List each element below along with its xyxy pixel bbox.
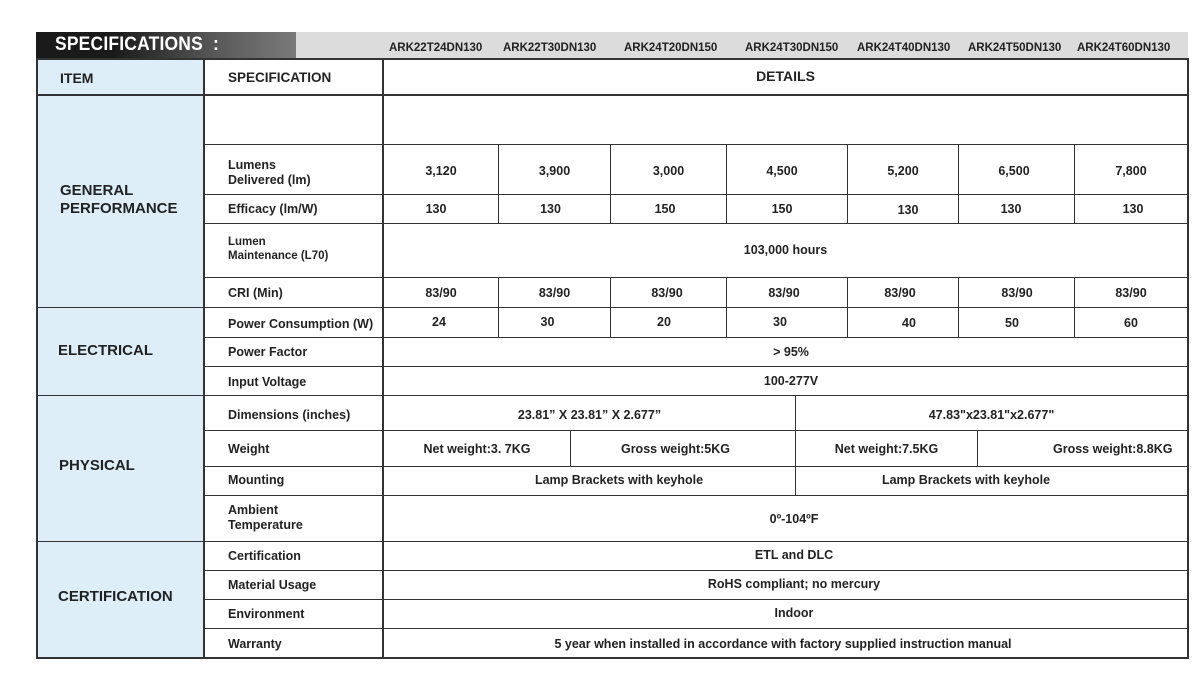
power-value: 60	[1124, 316, 1138, 330]
cri-value: 83/90	[425, 286, 457, 300]
category-general-line2: PERFORMANCE	[60, 200, 178, 217]
category-general	[60, 182, 178, 218]
spec-cri: CRI (Min)	[228, 286, 283, 300]
lumens-value: 4,500	[766, 164, 798, 178]
rule	[203, 495, 1189, 496]
rule	[203, 628, 1189, 629]
dimensions-value-b: 47.83"x23.81"x2.677"	[928, 408, 1055, 422]
model-4: ARK24T30DN150	[745, 42, 839, 54]
dimensions-value-a: 23.81” X 23.81” X 2.677”	[517, 408, 662, 422]
model-1: ARK22T24DN130	[389, 42, 483, 54]
rule	[203, 337, 1189, 338]
spec-input-voltage: Input Voltage	[228, 375, 307, 389]
mounting-value-a: Lamp Brackets with keyhole	[534, 473, 704, 487]
efficacy-value: 150	[771, 202, 793, 216]
lumens-value: 3,900	[538, 164, 571, 178]
ambient-value: 0º-104ºF	[769, 512, 819, 526]
weight-gross-a: Gross weight:5KG	[620, 442, 731, 456]
rule	[203, 430, 1189, 431]
environment-value: Indoor	[774, 606, 814, 620]
column-header-item: ITEM	[60, 70, 94, 86]
rule-section	[36, 307, 1189, 308]
spec-maintenance-line1: Lumen	[228, 236, 266, 248]
spec-power-factor: Power Factor	[228, 345, 308, 359]
warranty-value: 5 year when installed in accordance with factory supplied instruction manual	[554, 637, 1012, 651]
cri-value: 83/90	[651, 286, 683, 300]
spec-environment: Environment	[228, 607, 305, 621]
spec-material: Material Usage	[228, 578, 317, 592]
efficacy-value: 130	[1122, 202, 1144, 216]
power-value: 30	[773, 315, 787, 329]
spec-warranty: Warranty	[228, 637, 282, 651]
lumens-value: 3,120	[425, 164, 457, 178]
rule-section	[36, 395, 1189, 396]
category-certification: CERTIFICATION	[58, 588, 173, 605]
power-value: 50	[1005, 316, 1019, 330]
spec-ambient	[228, 503, 303, 533]
category-general-line1: GENERAL	[60, 182, 134, 199]
weight-net-a: Net weight:3. 7KG	[423, 442, 531, 456]
rule	[203, 466, 1189, 467]
power-value: 30	[540, 315, 555, 329]
spec-lumens-line2: Delivered (lm)	[228, 173, 311, 187]
rule-bottom	[36, 657, 1189, 659]
column-header-specification: SPECIFICATION	[228, 70, 332, 85]
power-value: 24	[432, 315, 446, 329]
rule-top	[36, 58, 1189, 60]
material-value: RoHS compliant; no mercury	[707, 577, 881, 591]
page-title: SPECIFICATIONS :	[55, 34, 220, 55]
cri-value: 83/90	[884, 286, 916, 300]
maintenance-value: 103,000 hours	[743, 243, 828, 257]
spec-certification: Certification	[228, 549, 301, 563]
col-divider	[977, 430, 978, 467]
cri-value: 83/90	[538, 286, 571, 300]
lumens-value: 3,000	[652, 164, 685, 178]
category-physical: PHYSICAL	[59, 457, 135, 474]
efficacy-value: 130	[425, 202, 447, 216]
rule-left	[36, 58, 38, 659]
spec-efficacy: Efficacy (lm/W)	[228, 202, 318, 216]
efficacy-value: 130	[897, 203, 919, 217]
lumens-value: 5,200	[887, 164, 919, 178]
spec-ambient-line1: Ambient	[228, 503, 278, 517]
rule-header-bottom	[36, 94, 1189, 96]
weight-gross-b: Gross weight:8.8KG	[1053, 442, 1173, 456]
rule-section	[36, 541, 1189, 542]
input-voltage-value: 100-277V	[763, 374, 819, 388]
spec-maintenance-line2: Maintenance (L70)	[228, 250, 329, 262]
spec-lumens-line1: Lumens	[228, 158, 276, 172]
mounting-value-b: Lamp Brackets with keyhole	[881, 473, 1051, 487]
rule	[203, 144, 1189, 145]
model-7: ARK24T60DN130	[1077, 42, 1171, 54]
lumens-value: 7,800	[1115, 164, 1147, 178]
spec-ambient-line2: Temperature	[228, 518, 303, 532]
spec-lumens	[228, 158, 311, 188]
power-factor-value: > 95%	[773, 345, 809, 359]
rule	[203, 599, 1189, 600]
spec-dimensions: Dimensions (inches)	[228, 408, 351, 422]
spec-maintenance	[228, 235, 328, 263]
model-5: ARK24T40DN130	[857, 42, 951, 54]
efficacy-value: 150	[654, 202, 676, 216]
cri-value: 83/90	[1115, 286, 1147, 300]
rule	[203, 570, 1189, 571]
rule-item-divider	[203, 58, 205, 659]
model-6: ARK24T50DN130	[968, 42, 1062, 54]
efficacy-value: 130	[540, 202, 561, 216]
cri-value: 83/90	[1001, 286, 1033, 300]
rule	[203, 366, 1189, 367]
column-header-details: DETAILS	[756, 68, 815, 84]
rule	[203, 223, 1189, 224]
model-3: ARK24T20DN150	[624, 42, 718, 54]
rule	[203, 194, 1189, 195]
spec-power: Power Consumption (W)	[228, 317, 374, 331]
spec-weight: Weight	[228, 442, 270, 456]
efficacy-value: 130	[1000, 202, 1022, 216]
weight-net-b: Net weight:7.5KG	[834, 442, 939, 456]
category-electrical: ELECTRICAL	[58, 342, 153, 359]
rule	[203, 277, 1189, 278]
power-value: 20	[657, 315, 671, 329]
model-2: ARK22T30DN130	[503, 42, 597, 54]
cri-value: 83/90	[768, 286, 800, 300]
power-value: 40	[902, 316, 916, 330]
certification-value: ETL and DLC	[754, 548, 834, 562]
spec-mounting: Mounting	[228, 473, 285, 487]
lumens-value: 6,500	[998, 164, 1030, 178]
